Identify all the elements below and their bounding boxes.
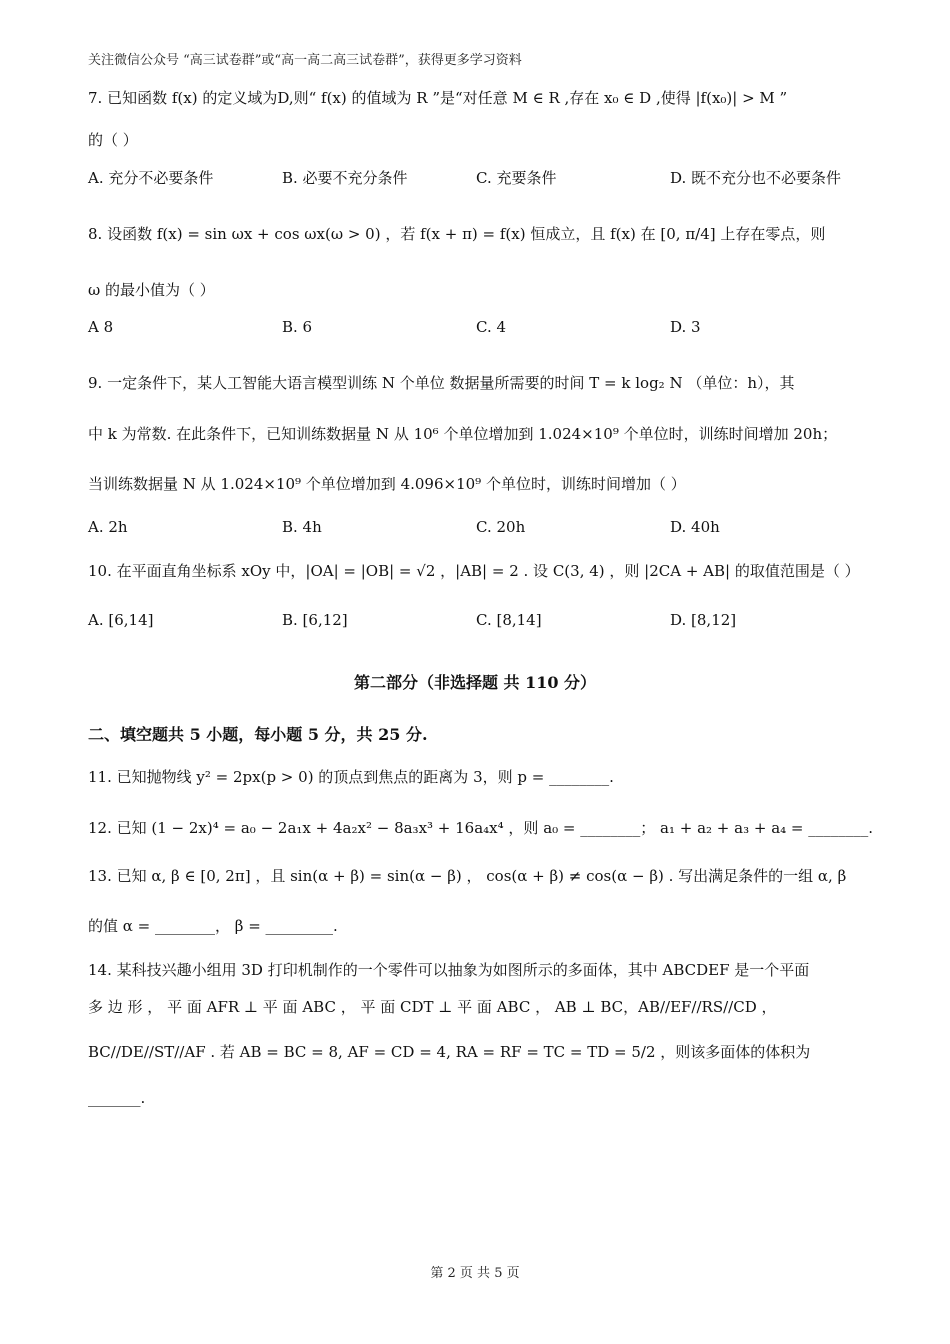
q10-line1: 10. 在平面直角坐标系 xOy 中，|OA| = |OB| = √2 ，|AB| = 2 . 设 C(3, 4) ，则 |2CA + AB| 的取值范围是（ ）: [88, 562, 860, 580]
q8-option-d: D. 3: [670, 318, 701, 336]
q8-option-b: B. 6: [282, 318, 313, 336]
q7-option-c: C. 充要条件: [476, 169, 557, 187]
q7-option-a: A. 充分不必要条件: [88, 169, 214, 187]
q9-option-a: A. 2h: [88, 518, 128, 536]
q9-option-c: C. 20h: [476, 518, 526, 536]
q12-line: 12. 已知 (1 − 2x)⁴ = a₀ − 2a₁x + 4a₂x² − 8a₃x³ + 16a₄x⁴ ，则 a₀ = ________； a₁ + a₂ + a₃ + a₄ = ________.: [88, 819, 874, 837]
section2-title: 二、填空题共 5 小题，每小题 5 分，共 25 分.: [88, 725, 428, 744]
q10-option-d: D. [8,12]: [670, 611, 737, 629]
q7-line1: 7. 已知函数 f(x) 的定义域为D,则“ f(x) 的值域为 R ”是“对任意 M ∈ R ,存在 x₀ ∈ D ,使得 |f(x₀)| > M ”: [88, 89, 788, 107]
q11-line: 11. 已知抛物线 y² = 2px(p > 0) 的顶点到焦点的距离为 3，则 p = ________.: [88, 768, 614, 786]
q10-option-b: B. [6,12]: [282, 611, 348, 629]
part2-title: 第二部分（非选择题 共 110 分）: [353, 673, 597, 692]
q9-option-d: D. 40h: [670, 518, 720, 536]
page-header: 关注微信公众号 “高三试卷群”或“高一高二高三试卷群”，获得更多学习资料: [88, 53, 522, 68]
q10-option-c: C. [8,14]: [476, 611, 542, 629]
q9-option-b: B. 4h: [282, 518, 322, 536]
q14-line1: 14. 某科技兴趣小组用 3D 打印机制作的一个零件可以抽象为如图所示的多面体，其中 ABCDEF 是一个平面: [88, 961, 810, 979]
q7-option-b: B. 必要不充分条件: [282, 169, 408, 187]
q8-option-a: A 8: [88, 318, 114, 336]
q9-line3: 当训练数据量 N 从 1.024×10⁹ 个单位增加到 4.096×10⁹ 个单位时，训练时间增加（ ）: [88, 475, 686, 493]
q14-line2: 多 边 形 ， 平 面 AFR ⊥ 平 面 ABC ， 平 面 CDT ⊥ 平 面 ABC ， AB ⊥ BC，AB//EF//RS//CD ，: [88, 998, 777, 1016]
q7-line2: 的（ ）: [88, 131, 138, 149]
q9-line2: 中 k 为常数. 在此条件下，已知训练数据量 N 从 10⁶ 个单位增加到 1.024×10⁹ 个单位时，训练时间增加 20h；: [88, 425, 838, 443]
page-footer: 第 2 页 共 5 页: [430, 1266, 520, 1281]
q14-line3: BC//DE//ST//AF . 若 AB = BC = 8, AF = CD = 4, RA = RF = TC = TD = 5/2 ，则该多面体的体积为: [88, 1043, 811, 1061]
q14-line4: _______.: [88, 1089, 146, 1107]
q13-line1: 13. 已知 α, β ∈ [0, 2π] ，且 sin(α + β) = sin(α − β) ， cos(α + β) ≠ cos(α − β) . 写出满足条件的一组 α, β: [88, 867, 847, 885]
q8-line2: ω 的最小值为（ ）: [88, 281, 215, 299]
q8-option-c: C. 4: [476, 318, 507, 336]
q7-option-d: D. 既不充分也不必要条件: [670, 169, 842, 187]
q9-line1: 9. 一定条件下，某人工智能大语言模型训练 N 个单位 数据量所需要的时间 T = k log₂ N （单位：h），其: [88, 374, 795, 392]
q13-line2: 的值 α = ________， β = _________.: [88, 917, 338, 935]
q10-option-a: A. [6,14]: [88, 611, 154, 629]
q8-line1: 8. 设函数 f(x) = sin ωx + cos ωx(ω > 0) ，若 f(x + π) = f(x) 恒成立，且 f(x) 在 [0, π/4] 上存在零点，则: [88, 225, 826, 243]
